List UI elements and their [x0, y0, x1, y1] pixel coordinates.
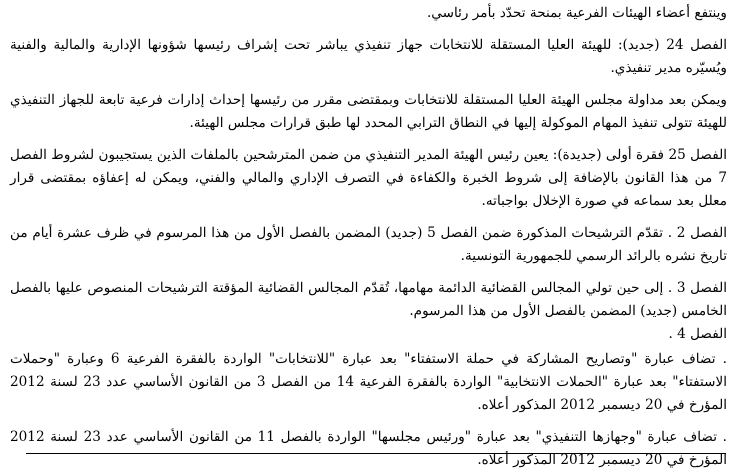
paragraph-article-3: الفصل 3 . إلى حين تولي المجالس القضائية الدائمة مهامها، تُقدّم المجالس القضائية المؤقتة الترشيحات المنصوص عليها بالفصل الخامس (جديد) المضمن بالفصل الأول من هذا المرسوم. — [10, 280, 727, 319]
paragraph-article-25: الفصل 25 فقرة أولى (جديدة): يعين رئيس الهيئة المدير التنفيذي من ضمن المترشحين بالملفات الذين يستجيبون لشروط الفصل 7 من هذا القانون بالإضافة إلى شروط الخبرة والكفاءة في التصرف الإداري والمالي والفني، ويمكن له إعفاؤه بمقتضى قرار معلل بعد سماعه في صورة الإخلال بواجباته. — [10, 147, 727, 209]
paragraph-sub-departments: ويمكن بعد مداولة مجلس الهيئة العليا المستقلة للانتخابات وبمقتضى مقرر من رئيسها إحداث إدارات فرعية تابعة للجهاز التنفيذي للهيئة تتولى تنفيذ المهام الموكولة إليها في النطاق الترابي المحدد لها طبق قرارات مجلس الهيئة. — [10, 92, 727, 131]
page-bottom-rule — [26, 453, 726, 454]
paragraph-article-4-heading: الفصل 4 . — [668, 326, 727, 342]
paragraph-referendum-additions: . تضاف عبارة "وتصاريح المشاركة في حملة الاستفتاء" بعد عبارة "للانتخابات" الواردة بالفقرة الفرعية 6 وعبارة "وحملات الاستفتاء" بعد عبارة "الحملات الانتخابية" الواردة بالفقرة الفرعية 14 من الفصل 3 من القانون الأساسي عدد 23 لسنة 2012 المؤرخ في 20 ديسمبر 2012 المذكور أعلاه. — [10, 351, 727, 413]
paragraph-article-2: الفصل 2 . تقدّم الترشيحات المذكورة ضمن الفصل 5 (جديد) المضمن بالفصل الأول من هذا المرسوم في ظرف عشرة أيام من تاريخ نشره بالرائد الرسمي للجمهورية التونسية. — [10, 225, 728, 264]
document-page — [10, 0, 728, 468]
paragraph-article-24: الفصل 24 (جديد): للهيئة العليا المستقلة للانتخابات جهاز تنفيذي يباشر تحت إشراف رئيسها شؤونها الإدارية والمالية والفنية ويُسيّره مدير تنفيذي. — [10, 37, 728, 76]
paragraph-members-grant: وينتفع أعضاء الهيئات الفرعية بمنحة تحدّد بأمر رئاسي. — [426, 5, 727, 21]
paragraph-executive-body-addition: . تضاف عبارة "وجهازها التنفيذي" بعد عبارة "ورئيس مجلسها" الواردة بالفصل 11 من القانون الأساسي عدد 23 لسنة 2012 المؤرخ في 20 ديسمبر 2012 المذكور أعلاه. — [10, 429, 727, 468]
